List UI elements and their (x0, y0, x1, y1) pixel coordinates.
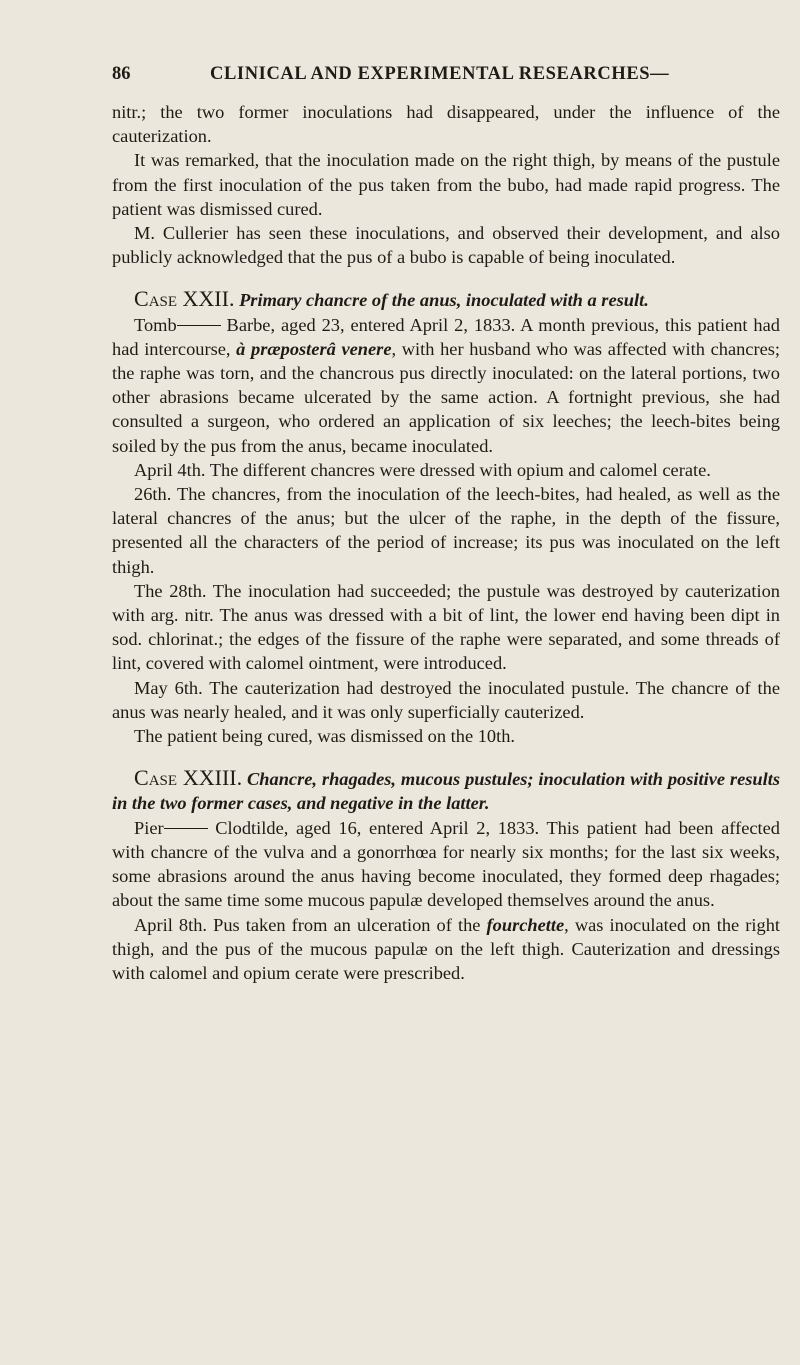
body-text (112, 100, 780, 985)
case-22-april-4: April 4th. The different chancres were dressed with opium and calomel cerate. (134, 459, 711, 480)
case-title: Primary chancre of the anus, inoculated with a result. (239, 290, 649, 311)
case-23-april-8: April 8th. Pus taken from an ulceration of the fourchette, was inoculated on the right thigh, and the pus of the mucous papulæ on the left thigh. Cauterization and dressings with calomel and opium cerate were prescribed. (112, 914, 780, 983)
case-22-intro: Tomb Barbe, aged 23, entered April 2, 1833. A month previous, this patient had had intercourse, à præposterâ venere, with her husband who was affected with chancres; the raphe was torn, and the chancrous pus directly inoculated: on the lateral portions, two other abrasions became ulcerated by the same action. A fortnight previous, she had consulted a surgeon, who ordered an application of six leeches; the leech-bites being soiled by the pus from the anus, became inoculated. (112, 314, 781, 456)
case-23-heading (112, 766, 780, 815)
case-title: Chancre, rhagades, mucous pustules; inoculation with positive results in the two former cases, and negative in the latter. (112, 769, 780, 814)
paragraph: M. Cullerier has seen these inoculations, and observed their development, and also publicly acknowledged that the pus of a bubo is capable of being inoculated. (112, 223, 780, 268)
name-dash (164, 828, 208, 829)
page-number: 86 (112, 64, 131, 84)
case-22-heading (112, 287, 780, 312)
page-header (112, 62, 792, 86)
case-label: Case XXIII. (134, 765, 243, 791)
case-22-discharge: The patient being cured, was dismissed on the 10th. (134, 726, 516, 747)
running-head: CLINICAL AND EXPERIMENTAL RESEARCHES— (210, 64, 670, 84)
paragraph: nitr.; the two former inoculations had disappeared, under the influence of the cauterization. (112, 102, 780, 147)
name-dash (177, 325, 221, 326)
case-22-28th: The 28th. The inoculation had succeeded; the pustule was destroyed by cauterization with arg. nitr. The anus was dressed with a bit of lint, the lower end having been dipt in sod. chlorinat.; the edges of the fissure of the raphe were separated, and some threads of lint, covered with calomel ointment, were introduced. (112, 580, 780, 674)
paragraph: It was remarked, that the inoculation made on the right thigh, by means of the pustule from the first inoculation of the pus taken from the bubo, had made rapid progress. The patient was dismissed cured. (112, 150, 780, 219)
case-label: Case XXII. (134, 286, 235, 312)
case-22-26th: 26th. The chancres, from the inoculation of the leech-bites, had healed, as well as the lateral chancres of the anus; but the ulcer of the raphe, in the depth of the fissure, presented all the characters of the period of increase; its pus was inoculated on the left thigh. (112, 484, 780, 577)
case-22-may-6: May 6th. The cauterization had destroyed the inoculated pustule. The chancre of the anus was nearly healed, and it was only superficially cauterized. (112, 677, 780, 722)
case-23-intro: Pier Clodtilde, aged 16, entered April 2, 1833. This patient had been affected with chancre of the vulva and a gonorrhœa for nearly six months; for the last six weeks, some abrasions around the anus having become inoculated, they formed deep rhagades; about the same time some mucous papulæ developed themselves around the anus. (112, 817, 780, 911)
